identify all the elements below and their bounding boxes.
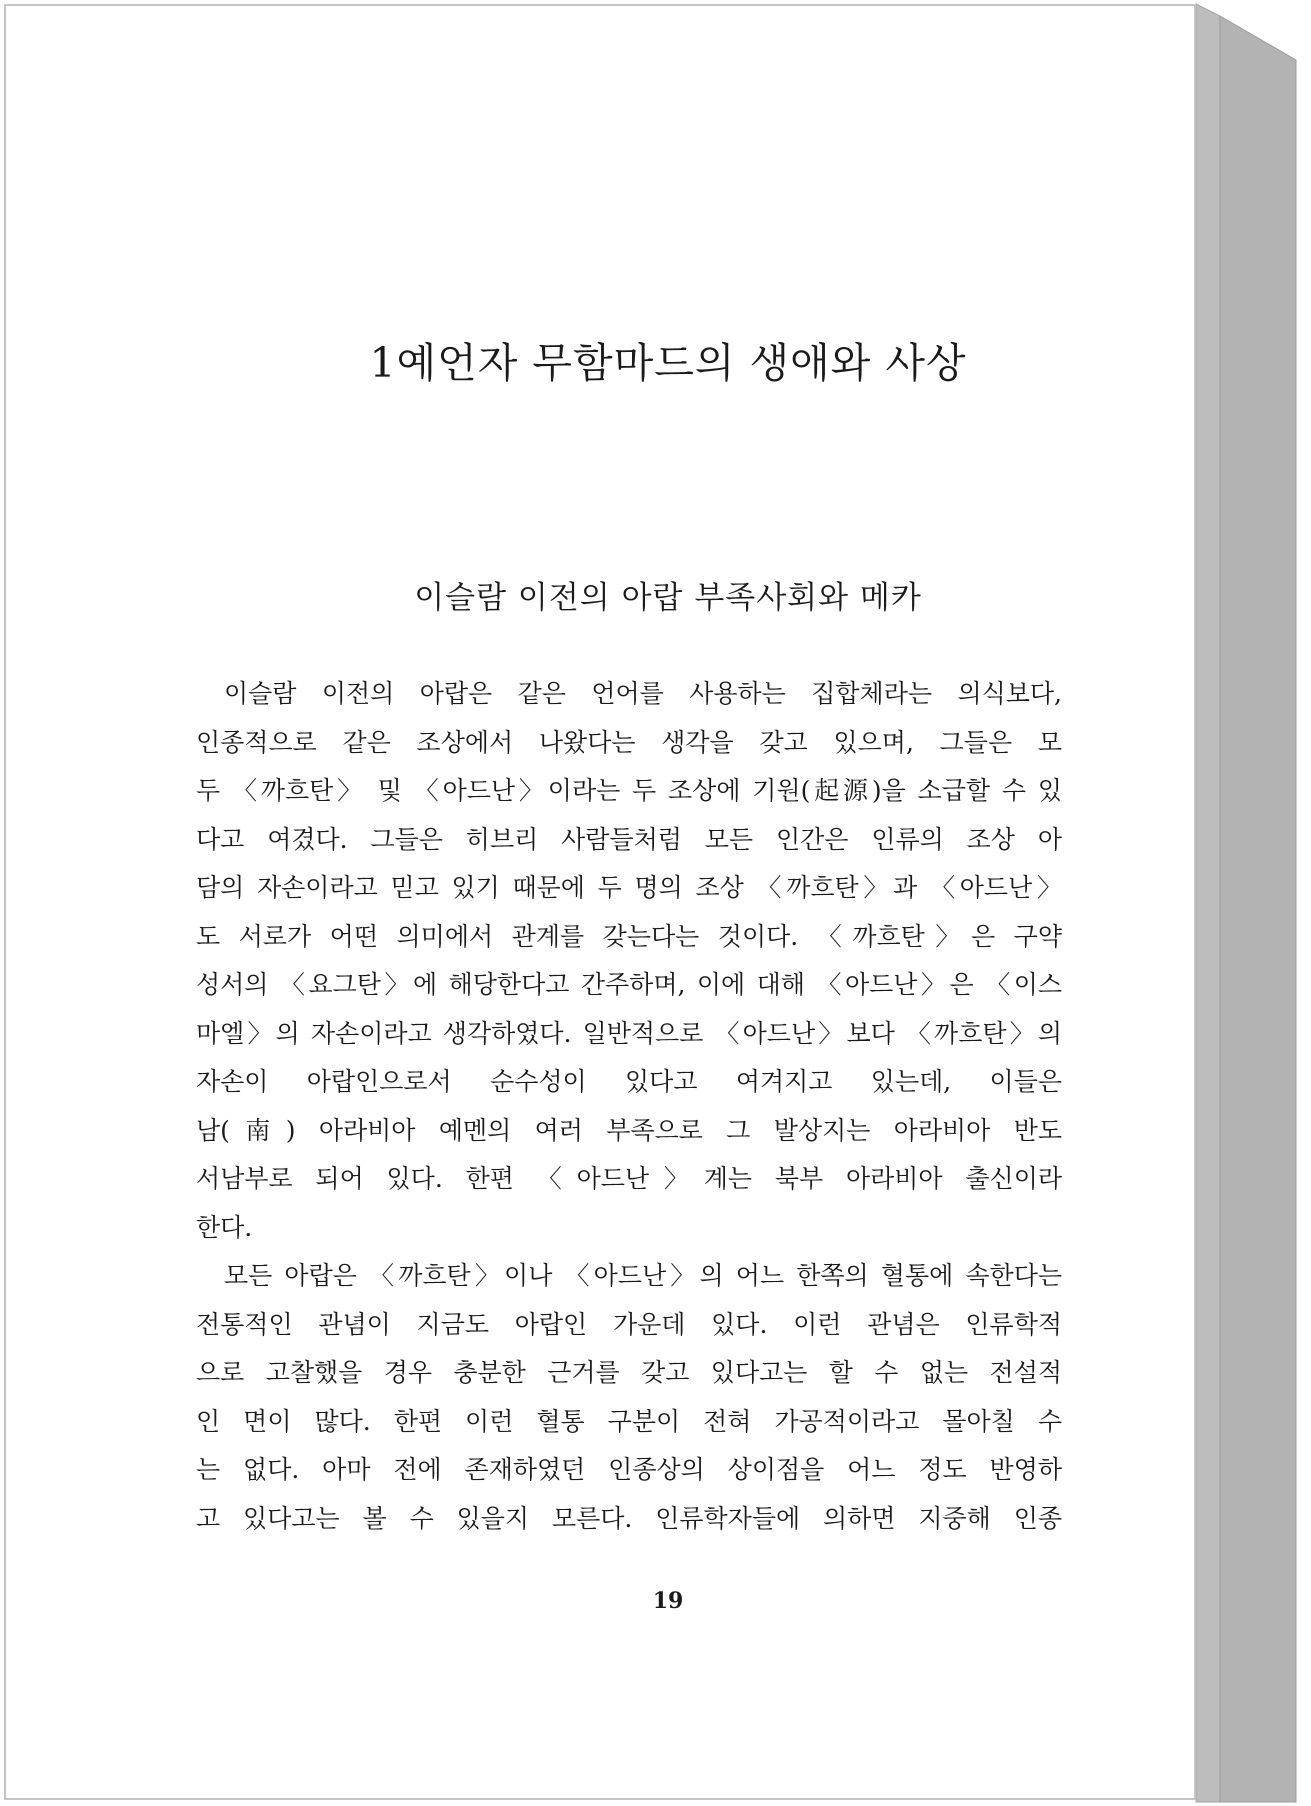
text-line: 자손이 아랍인으로서 순수성이 있다고 여겨지고 있는데, 이들은 [196,1067,1062,1096]
text-line: 다고 여겼다. 그들은 히브리 사람들처럼 모든 인간은 인류의 조상 아 [196,824,1062,854]
text-line: 인 면이 많다. 한편 이런 혈통 구분이 전혀 가공적이라고 몰아칠 수 [196,1406,1062,1436]
page-number: 19 [652,1588,684,1614]
text-line: 남(南) 아라비아 예멘의 여러 부족으로 그 발상지는 아라비아 반도 [196,1115,1062,1145]
text-line: 인종적으로 같은 조상에서 나왔다는 생각을 갖고 있으며, 그들은 모 [196,727,1062,757]
text-line: 이슬람 이전의 아랍은 같은 언어를 사용하는 집합체라는 의식보다, [224,679,1062,708]
text-line: 도 서로가 어떤 의미에서 관계를 갖는다는 것이다. 〈까흐탄〉은 구약 [196,921,1062,951]
text-line: 담의 자손이라고 믿고 있기 때문에 두 명의 조상 〈까흐탄〉과 〈아드난〉 [196,873,1062,902]
text-line: 는 없다. 아마 전에 존재하였던 인종상의 상이점을 어느 정도 반영하 [196,1455,1062,1484]
text-line: 모든 아랍은 〈까흐탄〉이나 〈아드난〉의 어느 한쪽의 혈통에 속한다는 [224,1261,1062,1290]
text-line: 서남부로 되어 있다. 한편 〈아드난〉계는 북부 아라비아 출신이라 [196,1164,1062,1193]
text-line: 두 〈까흐탄〉 및 〈아드난〉이라는 두 조상에 기원(起源)을 소급할 수 있 [196,776,1062,805]
text-line: 마엘〉의 자손이라고 생각하였다. 일반적으로 〈아드난〉보다 〈까흐탄〉의 [196,1018,1062,1048]
body-text [196,670,1062,1543]
paragraph-1 [196,670,1062,1252]
text-line: 전통적인 관념이 지금도 아랍인 가운데 있다. 이런 관념은 인류학적 [196,1309,1062,1339]
text-line: 한다. [196,1212,253,1242]
text-line: 성서의 〈요그탄〉에 해당한다고 간주하며, 이에 대해 〈아드난〉은 〈이스 [196,970,1062,999]
chapter-title: 1예언자 무함마드의 생애와 사상 [369,339,967,387]
text-line: 고 있다고는 볼 수 있을지 모른다. 인류학자들에 의하면 지중해 인종 [196,1503,1062,1533]
section-title: 이슬람 이전의 아랍 부족사회와 메카 [414,580,922,616]
paragraph-2 [196,1252,1062,1543]
text-line: 으로 고찰했을 경우 충분한 근거를 갖고 있다고는 할 수 없는 전설적 [196,1358,1062,1387]
